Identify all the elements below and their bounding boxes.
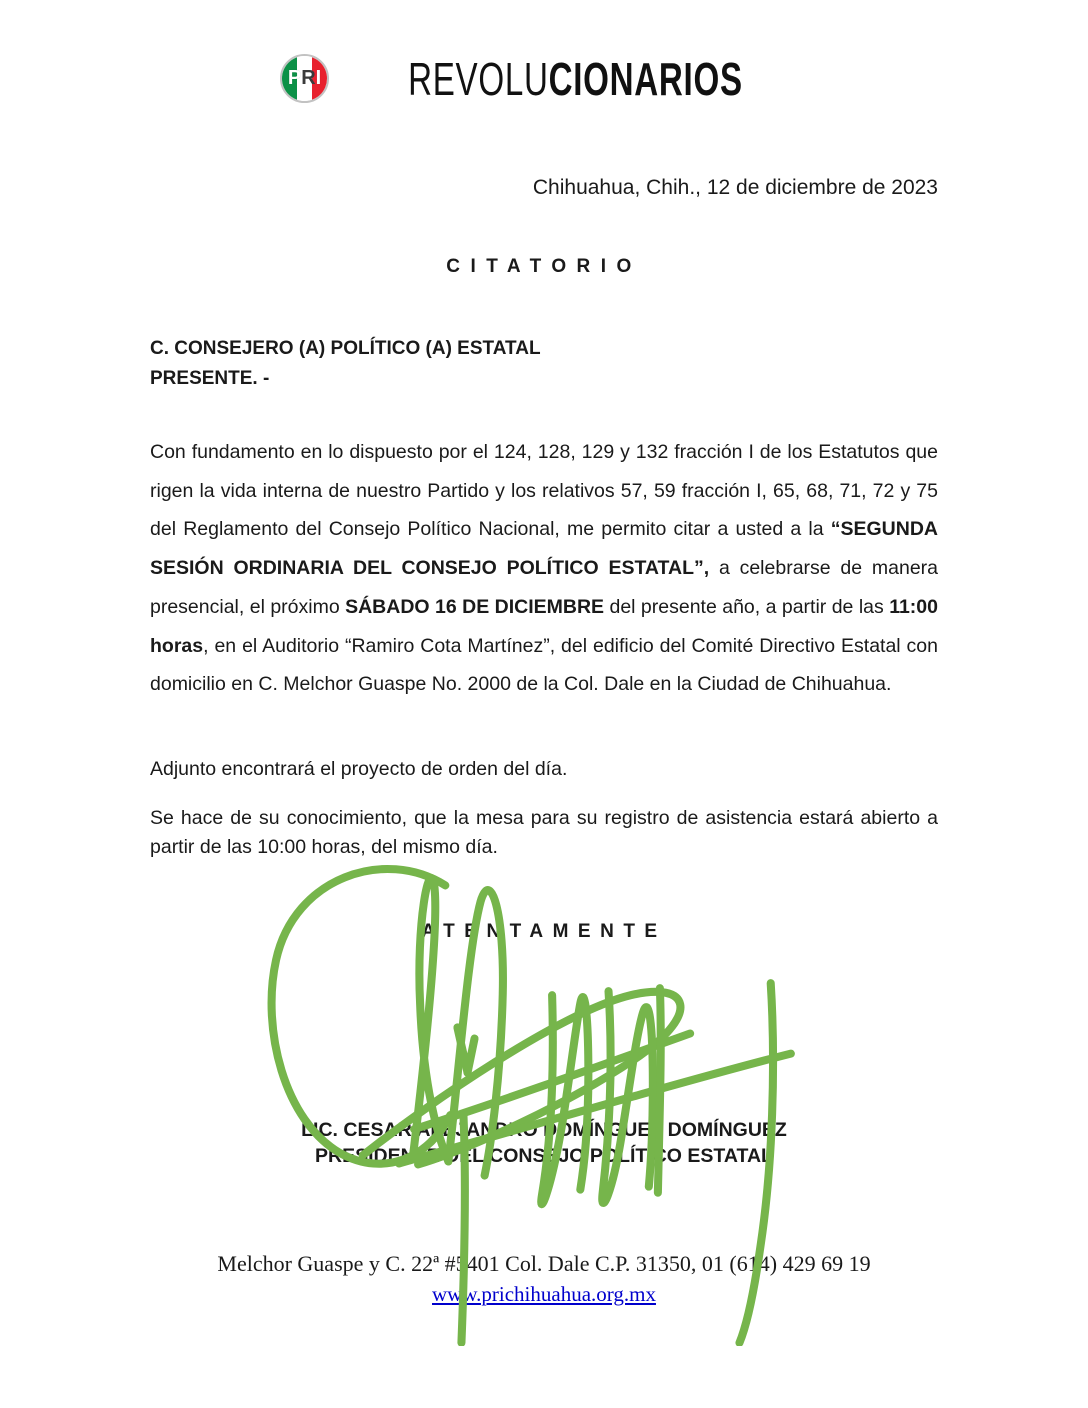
addressee-line-1: C. CONSEJERO (A) POLÍTICO (A) ESTATAL: [150, 338, 541, 359]
signature-zigzag-2: [602, 991, 653, 1203]
p1-bold-session: “SEGUNDA SESIÓN ORDINARIA DEL CONSEJO POLÍTICO ESTATAL”,: [150, 518, 938, 580]
signer-name: LIC. CESAR ALEJANDRO DOMÍNGUEZ DOMÍNGUEZ: [301, 1119, 787, 1141]
pri-acronym: [288, 68, 321, 88]
footer-address: Melchor Guaspe y C. 22ª #5401 Col. Dale C.P. 31350, 01 (614) 429 69 19: [217, 1251, 871, 1276]
pri-logo-icon: [280, 54, 329, 103]
p1-segment-4: , en el Auditorio “Ramiro Cota Martínez”, del edificio del Comité Directivo Estatal con domicilio en C. Melchor Guaspe No. 2000 de la Col. Dale en la Ciudad de Chihuahua.: [150, 634, 938, 696]
logo-wordmark: [408, 52, 743, 105]
p1-segment-3: del presente año, a partir de las: [604, 595, 890, 618]
date-line: Chihuahua, Chih., 12 de diciembre de 2023: [532, 176, 938, 199]
pri-letter-i: I: [315, 66, 322, 89]
addressee-block: [150, 334, 541, 394]
footer: [0, 1249, 1088, 1309]
body-paragraph-3: Se hace de su conocimiento, que la mesa para su registro de asistencia estará abierto a partir de las 10:00 horas, del mismo día.: [150, 807, 938, 858]
body-paragraph-1: [150, 433, 938, 704]
footer-website-link[interactable]: www.prichihuahua.org.mx: [432, 1282, 656, 1306]
signer-title: PRESIDENTE DEL CONSEJO POLÍTICO ESTATAL: [315, 1145, 773, 1167]
addressee-line-2: PRESENTE. -: [150, 368, 270, 389]
signature-arrow-flick: [457, 1027, 474, 1072]
signature-short-diagonal: [414, 1033, 690, 1129]
p1-segment-2: a celebrarse de manera presencial, el próximo: [150, 557, 938, 618]
signer-block: [0, 1117, 1088, 1169]
p1-segment-1: Con fundamento en lo dispuesto por el 124, 128, 129 y 132 fracción I de los Estatutos que rigen la vida interna de nuestro Partido y los relativos 57, 59 fracción I, 65, 68, 71, 72 y 75 del Reglamento del Consejo Político Nacional, me permito citar a usted a la: [150, 441, 938, 541]
pri-letter-r: R: [301, 66, 316, 89]
wordmark-light-part: REVOLU: [408, 52, 549, 105]
letterhead: [0, 54, 1088, 103]
wordmark-heavy-part: CIONARIOS: [548, 52, 743, 105]
document-title: CITATORIO: [446, 256, 642, 277]
p1-bold-date: SÁBADO 16 DE DICIEMBRE: [345, 595, 605, 618]
closing-atentamente: ATENTAMENTE: [421, 921, 667, 942]
signature-zigzag-1: [541, 995, 588, 1204]
p1-bold-time: 11:00 horas: [150, 595, 938, 657]
pri-letter-p: P: [287, 66, 302, 89]
body-paragraph-2: Adjunto encontrará el proyecto de orden del día.: [150, 758, 568, 780]
